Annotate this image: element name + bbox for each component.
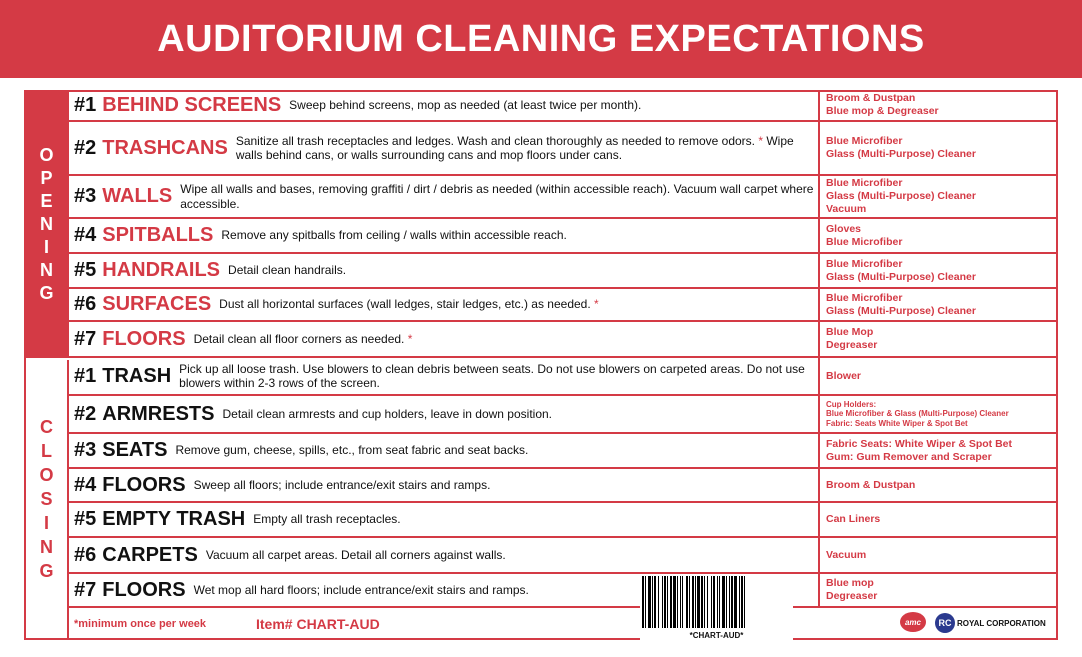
task-description: Sweep behind screens, mop as needed (at least twice per month).: [289, 97, 642, 112]
task-number: #1: [74, 364, 97, 387]
task-title: CARPETS: [102, 543, 198, 566]
task-title: BEHIND SCREENS: [102, 93, 282, 116]
supplies-cell: [818, 90, 1058, 122]
supplies-cell: [818, 469, 1058, 503]
supplies-cell: [818, 122, 1058, 176]
task-title: SURFACES: [102, 293, 212, 315]
supply-item: Gloves: [826, 222, 862, 235]
supplies-cell: [818, 503, 1058, 538]
opening-task-row: [69, 176, 818, 219]
footnote: *minimum once per week: [74, 618, 207, 630]
supply-item: Blue Microfiber: [826, 135, 903, 147]
task-description: Wet mop all hard floors; include entrance/exit stairs and ramps.: [193, 582, 529, 597]
supplies-cell: [818, 574, 1058, 608]
supplies-cell: [818, 219, 1058, 254]
closing-task-row: [69, 396, 818, 434]
supply-item: Blue Microfiber: [826, 235, 903, 248]
royal-logo-text: ROYAL CORPORATION: [957, 619, 1046, 628]
item-number: Item# CHART-AUD: [256, 616, 380, 632]
amc-logo: amc: [900, 612, 926, 632]
closing-section-label: [24, 360, 69, 640]
task-number: #3: [74, 439, 97, 461]
page-title: AUDITORIUM CLEANING EXPECTATIONS: [157, 17, 925, 60]
asterisk-marker: *: [404, 331, 413, 346]
supplies-cell: [818, 396, 1058, 434]
task-title: EMPTY TRASH: [102, 508, 246, 530]
opening-task-row: [69, 122, 818, 176]
barcode: [640, 576, 793, 640]
task-description: Detail clean armrests and cup holders, leave in down position.: [222, 406, 552, 421]
task-title: SPITBALLS: [102, 224, 214, 246]
task-number: #7: [74, 327, 97, 350]
closing-task-row: [69, 469, 818, 503]
task-description: Sweep all floors; include entrance/exit stairs and ramps.: [193, 477, 491, 492]
opening-task-row: [69, 254, 818, 289]
supply-item: Vacuum: [826, 548, 867, 561]
task-title: ARMRESTS: [102, 402, 215, 425]
task-description: Remove gum, cheese, spills, etc., from seat fabric and seat backs.: [175, 443, 529, 458]
opening-letter: N: [39, 213, 53, 234]
opening-task-row: [69, 219, 818, 254]
supply-item: Degreaser: [826, 590, 878, 602]
supplies-cell: [818, 254, 1058, 289]
task-number: #3: [74, 185, 97, 207]
closing-task-row: [69, 434, 818, 469]
supply-item: Blue mop & Degreaser: [826, 105, 939, 117]
supply-item: Vacuum: [826, 203, 867, 215]
task-number: #2: [74, 136, 97, 159]
opening-letter: E: [40, 190, 53, 211]
opening-letter: P: [40, 167, 53, 188]
task-description: Wipe all walls and bases, removing graffiti / dirt / debris as needed (within accessible reach). Vacuum wall carpet where accessible.: [180, 182, 814, 211]
opening-task-row: [69, 90, 818, 122]
supply-item: Fabric Seats: White Wiper & Spot Bet: [826, 437, 1013, 450]
header-banner: [0, 0, 1082, 78]
supply-item: Broom & Dustpan: [826, 92, 916, 104]
supplies-cell: [818, 434, 1058, 469]
closing-letter: G: [39, 561, 54, 581]
closing-letter: O: [39, 465, 54, 485]
task-description: Dust all horizontal surfaces (wall ledges, stair ledges, etc.) as needed. *: [219, 297, 599, 312]
supply-item: Blue Microfiber: [826, 291, 903, 304]
task-description: Pick up all loose trash. Use blowers to clean debris between seats. Do not use blowers on carpeted areas. Do not use blowers within 2-3 rows of the screen.: [179, 361, 805, 390]
supply-item: Blue mop: [826, 577, 874, 589]
task-number: #7: [74, 578, 97, 601]
task-title: WALLS: [102, 185, 173, 207]
task-title: FLOORS: [102, 327, 186, 350]
asterisk-marker: *: [590, 297, 599, 312]
task-title: TRASH: [102, 364, 172, 387]
task-description: Vacuum all carpet areas. Detail all corners against walls.: [205, 547, 506, 562]
supplies-cell: [818, 322, 1058, 358]
supplies-cell: [818, 176, 1058, 219]
task-description: Detail clean all floor corners as needed. *: [193, 331, 413, 346]
supplies-cell: [818, 289, 1058, 322]
closing-task-row: [69, 538, 818, 574]
supply-item: Blue Microfiber: [826, 257, 903, 270]
barcode-bars: [642, 576, 791, 628]
task-number: #4: [74, 473, 97, 496]
task-number: #5: [74, 508, 97, 530]
closing-letter: I: [43, 513, 49, 533]
opening-task-row: [69, 322, 818, 358]
supply-item: Blue Mop: [826, 326, 874, 338]
barcode-text: *CHART-AUD*: [689, 631, 744, 640]
supply-item: Blue Microfiber: [826, 177, 903, 189]
supply-item: Glass (Multi-Purpose) Cleaner: [826, 270, 976, 283]
closing-letter: S: [40, 489, 53, 509]
task-description: Empty all trash receptacles.: [253, 512, 401, 527]
supply-item: Glass (Multi-Purpose) Cleaner: [826, 304, 976, 317]
closing-letter: L: [40, 441, 52, 461]
supply-item: Blower: [826, 369, 862, 382]
task-description: Remove any spitballs from ceiling / walls within accessible reach.: [221, 228, 567, 243]
closing-letter: C: [39, 417, 53, 437]
asterisk-marker: *: [755, 133, 767, 148]
opening-letter: I: [43, 236, 49, 257]
closing-task-row: [69, 358, 818, 396]
supply-item: Degreaser: [826, 339, 878, 351]
task-number: #1: [74, 93, 97, 116]
opening-section-label: [24, 90, 69, 358]
supply-item: Gum: Gum Remover and Scraper: [826, 450, 992, 463]
opening-task-row: [69, 289, 818, 322]
opening-letter: O: [39, 144, 54, 165]
task-description: Detail clean handrails.: [228, 263, 347, 278]
supply-item: Cup Holders:: [826, 399, 877, 409]
task-number: #6: [74, 293, 97, 315]
supply-item: Glass (Multi-Purpose) Cleaner: [826, 148, 976, 160]
supply-item: Blue Microfiber & Glass (Multi-Purpose) Cleaner: [826, 409, 1009, 419]
task-number: #6: [74, 543, 97, 566]
opening-letter: G: [39, 282, 54, 303]
task-title: FLOORS: [102, 473, 186, 496]
task-title: FLOORS: [102, 578, 186, 601]
supply-item: Can Liners: [826, 513, 881, 525]
supply-item: Broom & Dustpan: [826, 478, 916, 491]
royal-logo-icon: RC: [935, 613, 955, 633]
supplies-cell: [818, 538, 1058, 574]
task-title: SEATS: [102, 439, 168, 461]
opening-letter: N: [39, 259, 53, 280]
task-number: #5: [74, 259, 97, 281]
task-title: TRASHCANS: [102, 136, 228, 159]
supplies-cell: [818, 358, 1058, 396]
task-number: #4: [74, 224, 97, 246]
supply-item: Fabric: Seats White Wiper & Spot Bet: [826, 418, 968, 428]
supply-item: Glass (Multi-Purpose) Cleaner: [826, 190, 976, 202]
task-number: #2: [74, 402, 97, 425]
closing-task-row: [69, 503, 818, 538]
task-title: HANDRAILS: [102, 259, 221, 281]
closing-letter: N: [39, 537, 53, 557]
task-description: Sanitize all trash receptacles and ledges. Wash and clean thoroughly as needed to remove odors. * Wipe walls behind cans, or walls surrounding cans and mop floors under cans.: [235, 133, 794, 162]
